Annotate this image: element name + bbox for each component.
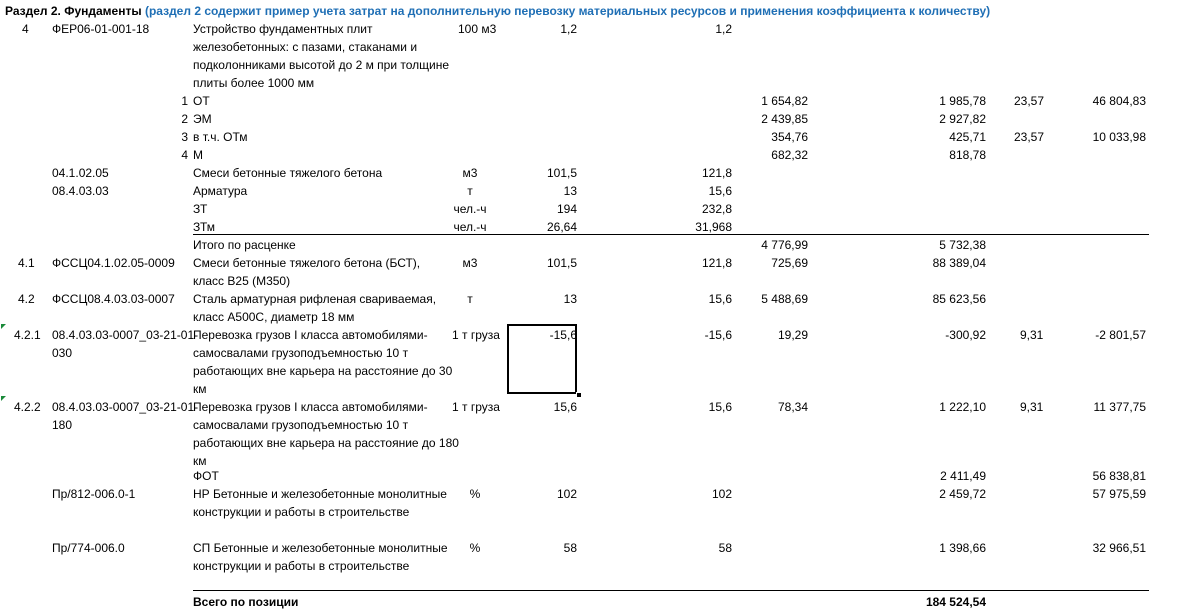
cell-desc[interactable]: Всего по позиции [193, 595, 299, 609]
cell-desc[interactable]: ЗТм [193, 220, 216, 234]
cell-code[interactable]: ФЕР06-01-001-18 [52, 22, 150, 36]
cell-unit[interactable]: % [469, 487, 481, 501]
cell-desc[interactable]: Арматура [193, 184, 248, 198]
cell-current-sum[interactable]: 11 377,75 [1093, 400, 1146, 414]
cell-desc[interactable]: класс А500С, диаметр 18 мм [193, 310, 355, 324]
cell-qty-total[interactable]: 232,8 [701, 202, 732, 216]
row-number[interactable]: 4 [22, 22, 29, 36]
cell-base-sum[interactable]: 1 398,66 [939, 541, 986, 555]
cell-base-price[interactable]: 19,29 [777, 328, 808, 342]
cell-base-sum[interactable]: -300,92 [945, 328, 986, 342]
cell-desc[interactable]: конструкции и работы в строительстве [193, 559, 410, 573]
cell-coef[interactable]: 23,57 [1014, 94, 1045, 108]
row-number[interactable]: 4.2.1 [14, 328, 41, 342]
section-title: Раздел 2. Фундаменты [5, 4, 142, 18]
cell-base-sum[interactable]: 88 389,04 [932, 256, 986, 270]
cell-index[interactable]: 4 [181, 148, 188, 162]
cell-base-sum[interactable]: 1 985,78 [939, 94, 986, 108]
cell-qty[interactable]: 194 [556, 202, 577, 216]
cell-qty-total[interactable]: -15,6 [704, 328, 732, 342]
cell-desc[interactable]: ЭМ [193, 112, 212, 126]
cell-index[interactable]: 1 [181, 94, 188, 108]
cell-desc[interactable]: Смеси бетонные тяжелого бетона [193, 166, 383, 180]
cell-desc[interactable]: Устройство фундаментных плит [193, 22, 373, 36]
cell-base-price[interactable]: 5 488,69 [761, 292, 808, 306]
cell-base-sum[interactable]: 1 222,10 [939, 400, 986, 414]
cell-current-sum[interactable]: 46 804,83 [1092, 94, 1146, 108]
cell-base-sum[interactable]: 5 732,38 [939, 238, 986, 252]
cell-desc[interactable]: работающих вне карьера на расстояние до 30 [193, 364, 453, 378]
cell-desc[interactable]: самосвалами грузоподъемностью 10 т [193, 418, 409, 432]
cell-qty[interactable]: -15,6 [549, 328, 577, 342]
cell-coef[interactable]: 23,57 [1014, 130, 1045, 144]
cell-desc[interactable]: конструкции и работы в строительстве [193, 505, 410, 519]
cell-unit[interactable]: чел.-ч [453, 202, 487, 216]
row-divider [193, 234, 1149, 235]
cell-qty-total[interactable]: 31,968 [695, 220, 732, 234]
cell-current-sum[interactable]: 57 975,59 [1092, 487, 1146, 501]
cell-desc[interactable]: самосвалами грузоподъемностью 10 т [193, 346, 409, 360]
comment-marker [1, 396, 6, 401]
cell-code[interactable]: 030 [52, 346, 73, 360]
cell-base-price[interactable]: 78,34 [777, 400, 808, 414]
cell-base-sum[interactable]: 818,78 [949, 148, 986, 162]
cell-code[interactable]: 04.1.02.05 [52, 166, 109, 180]
cell-qty-total[interactable]: 15,6 [708, 184, 732, 198]
cell-base-price[interactable]: 2 439,85 [761, 112, 808, 126]
cell-coef[interactable]: 9,31 [1020, 400, 1044, 414]
cell-unit[interactable]: % [469, 541, 481, 555]
cell-desc[interactable]: подколонниками высотой до 2 м при толщине [193, 58, 450, 72]
cell-qty-total[interactable]: 121,8 [701, 256, 732, 270]
cell-base-sum[interactable]: 85 623,56 [932, 292, 986, 306]
cell-unit[interactable]: т [467, 292, 473, 306]
section-note: (раздел 2 содержит пример учета затрат на дополнительную перевозку материальных ресурсов и применения коэффициента к количеству) [144, 4, 991, 18]
cell-desc[interactable]: Перевозка грузов I класса автомобилями- [193, 328, 428, 342]
cell-base-price[interactable]: 354,76 [771, 130, 808, 144]
cell-code[interactable]: 08.4.03.03 [52, 184, 109, 198]
cell-qty[interactable]: 15,6 [553, 400, 577, 414]
cell-qty[interactable]: 58 [563, 541, 577, 555]
cell-qty-total[interactable]: 15,6 [708, 400, 732, 414]
cell-qty[interactable]: 102 [556, 487, 577, 501]
row-divider [193, 590, 1149, 591]
cell-current-sum[interactable]: 32 966,51 [1092, 541, 1146, 555]
cell-index[interactable]: 3 [181, 130, 188, 144]
cell-qty[interactable]: 26,64 [546, 220, 577, 234]
cell-desc[interactable]: ФОТ [193, 469, 219, 483]
active-cell-selection[interactable] [507, 324, 577, 394]
cell-desc[interactable]: км [193, 454, 207, 468]
cell-desc[interactable]: класс В25 (М350) [193, 274, 291, 288]
cell-base-price[interactable]: 725,69 [771, 256, 808, 270]
cell-desc[interactable]: СП Бетонные и железобетонные монолитные [193, 541, 448, 555]
cell-desc[interactable]: Сталь арматурная рифленая свариваемая, [193, 292, 437, 306]
cell-unit[interactable]: 1 т груза [452, 328, 500, 342]
cell-desc[interactable]: Перевозка грузов I класса автомобилями- [193, 400, 428, 414]
cell-desc[interactable]: ОТ [193, 94, 210, 108]
cell-unit[interactable]: т [467, 184, 473, 198]
cell-code[interactable]: 08.4.03.03-0007_03-21-01- [52, 400, 199, 414]
cell-base-sum[interactable]: 2 459,72 [939, 487, 986, 501]
cell-code[interactable]: ФССЦ08.4.03.03-0007 [52, 292, 175, 306]
cell-desc[interactable]: Смеси бетонные тяжелого бетона (БСТ), [193, 256, 421, 270]
cell-code[interactable]: 180 [52, 418, 73, 432]
cell-coef[interactable]: 9,31 [1020, 328, 1044, 342]
cell-desc[interactable]: железобетонных: с пазами, стаканами и [193, 40, 418, 54]
cell-desc[interactable]: работающих вне карьера на расстояние до 180 [193, 436, 459, 450]
cell-base-price[interactable]: 4 776,99 [761, 238, 808, 252]
cell-base-sum[interactable]: 2 411,49 [940, 469, 986, 483]
cell-qty-total[interactable]: 1,2 [715, 22, 732, 36]
cell-qty-total[interactable]: 121,8 [701, 166, 732, 180]
cell-unit[interactable]: м3 [462, 256, 478, 270]
cell-unit[interactable]: чел.-ч [453, 220, 487, 234]
cell-desc[interactable]: Итого по расценке [193, 238, 296, 252]
cell-base-price[interactable]: 1 654,82 [761, 94, 808, 108]
cell-current-sum[interactable]: -2 801,57 [1095, 328, 1146, 342]
cell-code[interactable]: Пр/774-006.0 [52, 541, 125, 555]
cell-desc[interactable]: в т.ч. ОТм [193, 130, 248, 144]
cell-code[interactable]: ФССЦ04.1.02.05-0009 [52, 256, 175, 270]
cell-desc[interactable]: НР Бетонные и железобетонные монолитные [193, 487, 447, 501]
cell-code[interactable]: Пр/812-006.0-1 [52, 487, 136, 501]
cell-unit[interactable]: м3 [462, 166, 478, 180]
cell-current-sum[interactable]: 10 033,98 [1092, 130, 1146, 144]
cell-qty[interactable]: 1,2 [560, 22, 577, 36]
cell-base-sum[interactable]: 184 524,54 [925, 595, 986, 609]
cell-qty[interactable]: 13 [563, 184, 577, 198]
cell-qty[interactable]: 13 [563, 292, 577, 306]
comment-marker [1, 324, 6, 329]
cell-desc[interactable]: км [193, 382, 207, 396]
cell-qty-total[interactable]: 102 [711, 487, 732, 501]
row-number[interactable]: 4.2 [18, 292, 35, 306]
cell-qty-total[interactable]: 58 [718, 541, 732, 555]
row-number[interactable]: 4.1 [18, 256, 35, 270]
cell-base-price[interactable]: 682,32 [771, 148, 808, 162]
section-header [5, 4, 990, 18]
cell-qty-total[interactable]: 15,6 [708, 292, 732, 306]
cell-index[interactable]: 2 [181, 112, 188, 126]
cell-current-sum[interactable]: 56 838,81 [1092, 469, 1146, 483]
cell-base-sum[interactable]: 425,71 [949, 130, 986, 144]
cell-base-sum[interactable]: 2 927,82 [939, 112, 986, 126]
cell-unit[interactable]: 100 м3 [458, 22, 497, 36]
cell-code[interactable]: 08.4.03.03-0007_03-21-01- [52, 328, 199, 342]
cell-qty[interactable]: 101,5 [546, 256, 577, 270]
cell-qty[interactable]: 101,5 [546, 166, 577, 180]
cell-unit[interactable]: 1 т груза [452, 400, 500, 414]
row-number[interactable]: 4.2.2 [14, 400, 41, 414]
cell-desc[interactable]: ЗТ [193, 202, 208, 216]
cell-desc[interactable]: плиты более 1000 мм [193, 76, 315, 90]
cell-desc[interactable]: М [193, 148, 203, 162]
